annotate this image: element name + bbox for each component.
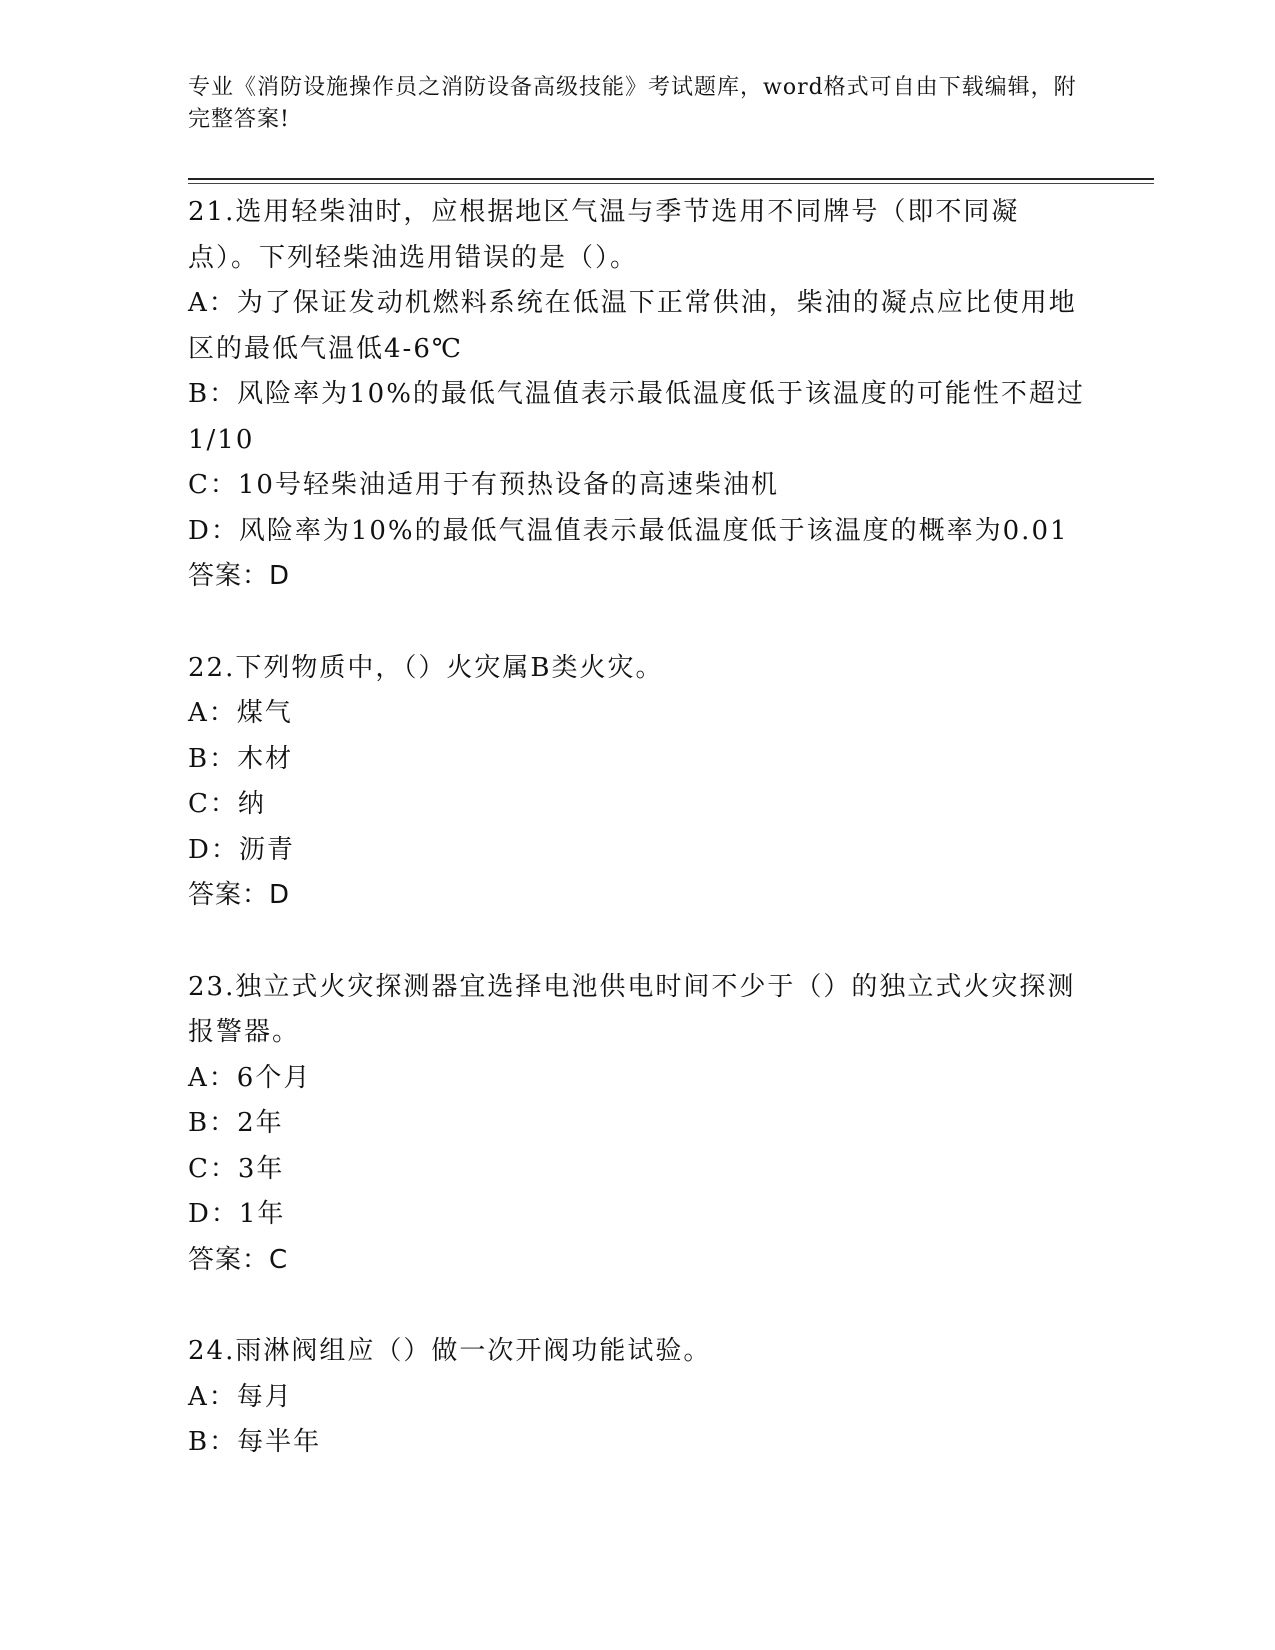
option-c: C：纳 <box>188 789 266 819</box>
question-stem: 22.下列物质中，（）火灾属B类火灾。 <box>188 652 664 683</box>
option-d: D：1年 <box>188 1199 286 1229</box>
option-a: A：6个月 <box>188 1062 312 1093</box>
option-a: A：为了保证发动机燃料系统在低温下正常供油，柴油的凝点应比使用地区的最低气温低4-6℃ <box>188 288 1077 364</box>
option-b: B：风险率为10%的最低气温值表示最低温度低于该温度的可能性不超过1/10 <box>188 379 1085 455</box>
question-23 <box>188 965 1088 1284</box>
question-list <box>188 190 1088 1512</box>
option-b: B：2年 <box>188 1108 284 1138</box>
option-d: D：风险率为10%的最低气温值表示最低温度低于该温度的概率为0.01 <box>188 515 1069 546</box>
answer-label: 答案：C <box>188 1244 289 1275</box>
question-stem: 24.雨淋阀组应（）做一次开阀功能试验。 <box>188 1336 712 1366</box>
question-22 <box>188 646 1088 919</box>
question-21 <box>188 190 1088 600</box>
option-c: C：3年 <box>188 1153 285 1184</box>
option-a: A：每月 <box>188 1381 293 1412</box>
header-divider-thick <box>188 178 1154 180</box>
question-stem: 23.独立式火灾探测器宜选择电池供电时间不少于（）的独立式火灾探测报警器。 <box>188 971 1076 1047</box>
option-b: B：每半年 <box>188 1427 322 1457</box>
question-24 <box>188 1329 1088 1466</box>
option-c: C：10号轻柴油适用于有预热设备的高速柴油机 <box>188 470 779 500</box>
option-a: A：煤气 <box>188 698 293 728</box>
option-b: B：木材 <box>188 743 294 774</box>
question-stem: 21.选用轻柴油时，应根据地区气温与季节选用不同牌号（即不同凝点）。下列轻柴油选用错误的是（）。 <box>188 197 1020 273</box>
document-header: 专业《消防设施操作员之消防设备高级技能》考试题库，word格式可自由下载编辑，附完整答案! <box>188 75 1077 132</box>
answer-label: 答案：D <box>188 880 291 910</box>
header-divider-thin <box>188 183 1154 184</box>
option-d: D：沥青 <box>188 834 295 865</box>
answer-label: 答案：D <box>188 561 291 591</box>
